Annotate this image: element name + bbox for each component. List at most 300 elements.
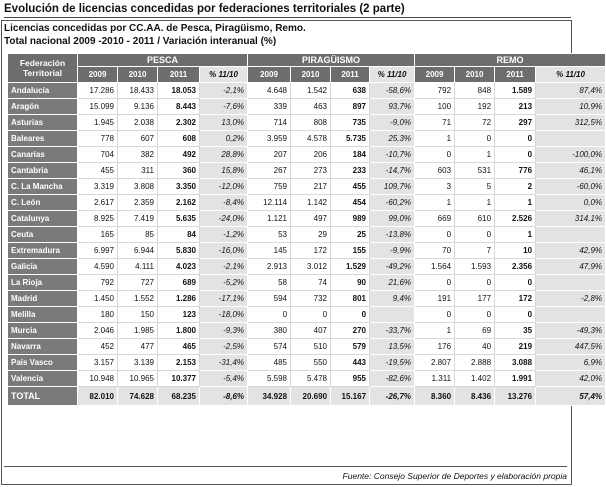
piraguismo-value-cell: 638 xyxy=(331,83,370,99)
remo-value-cell: 1 xyxy=(495,195,536,211)
piraguismo-pct-cell xyxy=(370,307,415,323)
pesca-value-cell: 360 xyxy=(158,163,200,179)
piraguismo-value-cell: 455 xyxy=(331,179,370,195)
source-note: Fuente: Consejo Superior de Deportes y elaboración propia xyxy=(342,471,567,481)
pesca-pct-cell: -5,2% xyxy=(200,275,248,291)
remo-value-cell: 192 xyxy=(455,99,495,115)
remo-pct-cell: -60,0% xyxy=(536,179,606,195)
region-cell: Baleares xyxy=(8,131,78,147)
pesca-value-cell: 2.617 xyxy=(78,195,118,211)
remo-pct-cell: 0,0% xyxy=(536,195,606,211)
piraguismo-pct-cell: -33,7% xyxy=(370,323,415,339)
source-divider xyxy=(4,466,567,467)
remo-value-cell: 3 xyxy=(415,179,455,195)
piraguismo-value-cell: 0 xyxy=(248,307,291,323)
piraguismo-pct-cell: 9,4% xyxy=(370,291,415,307)
pesca-value-cell: 82.010 xyxy=(78,387,118,406)
region-cell: Galicia xyxy=(8,259,78,275)
piraguismo-value-cell: 3.012 xyxy=(291,259,331,275)
remo-value-cell: 0 xyxy=(415,147,455,163)
remo-value-cell: 1.311 xyxy=(415,371,455,387)
pesca-pct-cell: -2,5% xyxy=(200,339,248,355)
pesca-pct-cell: -18,0% xyxy=(200,307,248,323)
piraguismo-value-cell: 12.114 xyxy=(248,195,291,211)
subtitle-line-2: Total nacional 2009 -2010 - 2011 / Variación interanual (%) xyxy=(4,36,277,47)
remo-value-cell: 1 xyxy=(415,131,455,147)
table-row xyxy=(8,163,606,179)
piraguismo-value-cell: 206 xyxy=(291,147,331,163)
remo-value-cell: 213 xyxy=(495,99,536,115)
remo-pct-cell: 6,9% xyxy=(536,355,606,371)
remo-pct-cell xyxy=(536,275,606,291)
pesca-pct-cell: 13,0% xyxy=(200,115,248,131)
remo-value-cell: 2.526 xyxy=(495,211,536,227)
remo-value-cell: 297 xyxy=(495,115,536,131)
pesca-value-cell: 477 xyxy=(118,339,158,355)
table-body xyxy=(8,83,606,406)
piraguismo-value-cell: 233 xyxy=(331,163,370,179)
remo-value-cell: 69 xyxy=(455,323,495,339)
table-row xyxy=(8,195,606,211)
piraguismo-value-cell: 58 xyxy=(248,275,291,291)
year-header: 2010 xyxy=(291,67,331,83)
remo-value-cell: 776 xyxy=(495,163,536,179)
pesca-pct-cell: -2,1% xyxy=(200,259,248,275)
pesca-value-cell: 165 xyxy=(78,227,118,243)
remo-value-cell: 2.807 xyxy=(415,355,455,371)
region-cell: Cantabria xyxy=(8,163,78,179)
year-header: 2011 xyxy=(495,67,536,83)
region-cell: Navarra xyxy=(8,339,78,355)
pesca-value-cell: 68.235 xyxy=(158,387,200,406)
pesca-value-cell: 2.359 xyxy=(118,195,158,211)
pesca-value-cell: 792 xyxy=(78,275,118,291)
remo-pct-cell: 87,4% xyxy=(536,83,606,99)
pesca-pct-cell: -31,4% xyxy=(200,355,248,371)
corner-label-2: Territorial xyxy=(22,68,63,78)
pesca-value-cell: 2.038 xyxy=(118,115,158,131)
remo-value-cell: 1.991 xyxy=(495,371,536,387)
table-row xyxy=(8,259,606,275)
remo-pct-cell: 314,1% xyxy=(536,211,606,227)
remo-value-cell: 176 xyxy=(415,339,455,355)
remo-value-cell: 1 xyxy=(415,323,455,339)
total-row xyxy=(8,387,606,406)
remo-value-cell: 8.436 xyxy=(455,387,495,406)
piraguismo-value-cell: 90 xyxy=(331,275,370,291)
pesca-value-cell: 85 xyxy=(118,227,158,243)
piraguismo-pct-cell: 99,0% xyxy=(370,211,415,227)
piraguismo-value-cell: 463 xyxy=(291,99,331,115)
piraguismo-value-cell: 801 xyxy=(331,291,370,307)
region-cell: Madrid xyxy=(8,291,78,307)
remo-value-cell: 0 xyxy=(415,275,455,291)
piraguismo-value-cell: 217 xyxy=(291,179,331,195)
table-row xyxy=(8,115,606,131)
remo-pct-cell: -100,0% xyxy=(536,147,606,163)
region-cell: Asturias xyxy=(8,115,78,131)
corner-label-1: Federación xyxy=(19,58,66,68)
region-cell: Canarias xyxy=(8,147,78,163)
year-header: 2009 xyxy=(78,67,118,83)
table-row xyxy=(8,371,606,387)
pesca-value-cell: 704 xyxy=(78,147,118,163)
pesca-pct-cell: -16,0% xyxy=(200,243,248,259)
pesca-value-cell: 1.450 xyxy=(78,291,118,307)
remo-value-cell: 2.888 xyxy=(455,355,495,371)
pesca-pct-cell: -17,1% xyxy=(200,291,248,307)
region-cell: Andalucía xyxy=(8,83,78,99)
piraguismo-value-cell: 74 xyxy=(291,275,331,291)
remo-pct-cell: 447,5% xyxy=(536,339,606,355)
pesca-value-cell: 9.136 xyxy=(118,99,158,115)
pesca-value-cell: 3.139 xyxy=(118,355,158,371)
table-row xyxy=(8,323,606,339)
pesca-value-cell: 5.830 xyxy=(158,243,200,259)
pesca-value-cell: 10.377 xyxy=(158,371,200,387)
piraguismo-pct-cell: 25,3% xyxy=(370,131,415,147)
pesca-value-cell: 778 xyxy=(78,131,118,147)
piraguismo-value-cell: 989 xyxy=(331,211,370,227)
piraguismo-value-cell: 29 xyxy=(291,227,331,243)
piraguismo-value-cell: 510 xyxy=(291,339,331,355)
remo-pct-cell: 312,5% xyxy=(536,115,606,131)
region-cell: Extremadura xyxy=(8,243,78,259)
table-row xyxy=(8,339,606,355)
table-row xyxy=(8,211,606,227)
piraguismo-value-cell: 207 xyxy=(248,147,291,163)
region-cell: Aragón xyxy=(8,99,78,115)
pesca-pct-cell: -5,4% xyxy=(200,371,248,387)
remo-value-cell: 40 xyxy=(455,339,495,355)
pesca-value-cell: 2.162 xyxy=(158,195,200,211)
region-cell: Melilla xyxy=(8,307,78,323)
pesca-value-cell: 607 xyxy=(118,131,158,147)
pesca-value-cell: 7.419 xyxy=(118,211,158,227)
group-header-remo: REMO xyxy=(415,54,606,67)
piraguismo-pct-cell: 93,7% xyxy=(370,99,415,115)
piraguismo-value-cell: 339 xyxy=(248,99,291,115)
remo-value-cell: 3.088 xyxy=(495,355,536,371)
region-cell: Valencia xyxy=(8,371,78,387)
pesca-value-cell: 452 xyxy=(78,339,118,355)
piraguismo-value-cell: 759 xyxy=(248,179,291,195)
pesca-value-cell: 4.590 xyxy=(78,259,118,275)
piraguismo-pct-cell: -19,5% xyxy=(370,355,415,371)
remo-value-cell: 1.402 xyxy=(455,371,495,387)
remo-value-cell: 0 xyxy=(495,147,536,163)
piraguismo-value-cell: 1.529 xyxy=(331,259,370,275)
pesca-value-cell: 2.046 xyxy=(78,323,118,339)
pesca-value-cell: 4.023 xyxy=(158,259,200,275)
piraguismo-value-cell: 955 xyxy=(331,371,370,387)
year-header: 2011 xyxy=(158,67,200,83)
pesca-value-cell: 74.628 xyxy=(118,387,158,406)
remo-value-cell: 0 xyxy=(455,307,495,323)
piraguismo-pct-cell: 109,7% xyxy=(370,179,415,195)
remo-value-cell: 8.360 xyxy=(415,387,455,406)
piraguismo-pct-cell: -13,8% xyxy=(370,227,415,243)
remo-value-cell: 610 xyxy=(455,211,495,227)
remo-value-cell: 0 xyxy=(415,227,455,243)
piraguismo-value-cell: 407 xyxy=(291,323,331,339)
table-row xyxy=(8,99,606,115)
remo-value-cell: 531 xyxy=(455,163,495,179)
remo-value-cell: 100 xyxy=(415,99,455,115)
remo-pct-cell: 57,4% xyxy=(536,387,606,406)
piraguismo-pct-cell: -26,7% xyxy=(370,387,415,406)
region-cell: País Vasco xyxy=(8,355,78,371)
remo-value-cell: 0 xyxy=(495,131,536,147)
pesca-value-cell: 10.948 xyxy=(78,371,118,387)
piraguismo-value-cell: 2.913 xyxy=(248,259,291,275)
subtitle-line-1: Licencias concedidas por CC.AA. de Pesca, Piragüismo, Remo. xyxy=(4,23,306,34)
pesca-value-cell: 17.286 xyxy=(78,83,118,99)
piraguismo-value-cell: 735 xyxy=(331,115,370,131)
region-cell: C. La Mancha xyxy=(8,179,78,195)
remo-value-cell: 2.356 xyxy=(495,259,536,275)
remo-value-cell: 0 xyxy=(415,307,455,323)
piraguismo-value-cell: 4.648 xyxy=(248,83,291,99)
pesca-value-cell: 311 xyxy=(118,163,158,179)
piraguismo-pct-cell: -9,9% xyxy=(370,243,415,259)
pesca-value-cell: 382 xyxy=(118,147,158,163)
piraguismo-value-cell: 5.598 xyxy=(248,371,291,387)
pesca-value-cell: 1.985 xyxy=(118,323,158,339)
piraguismo-value-cell: 454 xyxy=(331,195,370,211)
piraguismo-pct-cell: 13,5% xyxy=(370,339,415,355)
remo-pct-cell: 47,9% xyxy=(536,259,606,275)
year-header: 2010 xyxy=(455,67,495,83)
piraguismo-value-cell: 550 xyxy=(291,355,331,371)
pesca-value-cell: 180 xyxy=(78,307,118,323)
piraguismo-pct-cell: -58,6% xyxy=(370,83,415,99)
pesca-value-cell: 465 xyxy=(158,339,200,355)
region-cell: C. León xyxy=(8,195,78,211)
remo-value-cell: 219 xyxy=(495,339,536,355)
piraguismo-pct-cell: 21,6% xyxy=(370,275,415,291)
remo-value-cell: 792 xyxy=(415,83,455,99)
pesca-value-cell: 6.944 xyxy=(118,243,158,259)
pesca-pct-cell: -8,4% xyxy=(200,195,248,211)
pesca-value-cell: 3.808 xyxy=(118,179,158,195)
table-row xyxy=(8,243,606,259)
remo-value-cell: 70 xyxy=(415,243,455,259)
table-row xyxy=(8,275,606,291)
pesca-value-cell: 4.111 xyxy=(118,259,158,275)
pesca-value-cell: 2.302 xyxy=(158,115,200,131)
remo-value-cell: 1 xyxy=(455,195,495,211)
remo-value-cell: 10 xyxy=(495,243,536,259)
piraguismo-value-cell: 273 xyxy=(291,163,331,179)
corner-header xyxy=(8,54,78,83)
piraguismo-pct-cell: -49,2% xyxy=(370,259,415,275)
year-header: 2011 xyxy=(331,67,370,83)
pesca-value-cell: 689 xyxy=(158,275,200,291)
pesca-pct-cell: -12,0% xyxy=(200,179,248,195)
table-row xyxy=(8,291,606,307)
piraguismo-value-cell: 3.959 xyxy=(248,131,291,147)
piraguismo-value-cell: 267 xyxy=(248,163,291,179)
piraguismo-value-cell: 380 xyxy=(248,323,291,339)
pesca-value-cell: 1.552 xyxy=(118,291,158,307)
piraguismo-value-cell: 0 xyxy=(331,307,370,323)
remo-pct-cell: 10,9% xyxy=(536,99,606,115)
piraguismo-value-cell: 808 xyxy=(291,115,331,131)
remo-value-cell: 0 xyxy=(495,275,536,291)
pct-header: % 11/10 xyxy=(536,67,606,83)
piraguismo-pct-cell: -82,6% xyxy=(370,371,415,387)
table-row xyxy=(8,355,606,371)
piraguismo-value-cell: 25 xyxy=(331,227,370,243)
pesca-value-cell: 6.997 xyxy=(78,243,118,259)
remo-value-cell: 177 xyxy=(455,291,495,307)
pesca-value-cell: 1.800 xyxy=(158,323,200,339)
table-row xyxy=(8,227,606,243)
remo-value-cell: 669 xyxy=(415,211,455,227)
table-row xyxy=(8,147,606,163)
region-cell: Ceuta xyxy=(8,227,78,243)
piraguismo-value-cell: 53 xyxy=(248,227,291,243)
page-title: Evolución de licencias concedidas por federaciones territoriales (2 parte) xyxy=(4,3,571,18)
pesca-value-cell: 608 xyxy=(158,131,200,147)
year-header: 2009 xyxy=(415,67,455,83)
pesca-value-cell: 1.945 xyxy=(78,115,118,131)
piraguismo-value-cell: 714 xyxy=(248,115,291,131)
table-row xyxy=(8,131,606,147)
table-row xyxy=(8,83,606,99)
piraguismo-value-cell: 485 xyxy=(248,355,291,371)
piraguismo-value-cell: 34.928 xyxy=(248,387,291,406)
table-row xyxy=(8,307,606,323)
pesca-pct-cell: -24,0% xyxy=(200,211,248,227)
region-cell: La Rioja xyxy=(8,275,78,291)
group-header-piraguismo: PIRAGÜISMO xyxy=(248,54,415,67)
pesca-pct-cell: -7,6% xyxy=(200,99,248,115)
remo-value-cell: 1 xyxy=(495,227,536,243)
piraguismo-pct-cell: -60,2% xyxy=(370,195,415,211)
remo-value-cell: 1 xyxy=(415,195,455,211)
pesca-value-cell: 3.157 xyxy=(78,355,118,371)
remo-pct-cell xyxy=(536,227,606,243)
pesca-value-cell: 8.925 xyxy=(78,211,118,227)
piraguismo-value-cell: 270 xyxy=(331,323,370,339)
pesca-value-cell: 18.053 xyxy=(158,83,200,99)
remo-pct-cell xyxy=(536,307,606,323)
pesca-value-cell: 10.965 xyxy=(118,371,158,387)
piraguismo-value-cell: 443 xyxy=(331,355,370,371)
piraguismo-value-cell: 15.167 xyxy=(331,387,370,406)
piraguismo-value-cell: 155 xyxy=(331,243,370,259)
table-row xyxy=(8,179,606,195)
pesca-value-cell: 84 xyxy=(158,227,200,243)
region-cell: Catalunya xyxy=(8,211,78,227)
pesca-value-cell: 150 xyxy=(118,307,158,323)
pesca-value-cell: 3.350 xyxy=(158,179,200,195)
remo-value-cell: 603 xyxy=(415,163,455,179)
pesca-value-cell: 15.099 xyxy=(78,99,118,115)
piraguismo-value-cell: 172 xyxy=(291,243,331,259)
remo-value-cell: 191 xyxy=(415,291,455,307)
pct-header: % 11/10 xyxy=(200,67,248,83)
remo-value-cell: 35 xyxy=(495,323,536,339)
pesca-pct-cell: 0,2% xyxy=(200,131,248,147)
remo-value-cell: 1.589 xyxy=(495,83,536,99)
pesca-value-cell: 8.443 xyxy=(158,99,200,115)
pesca-pct-cell: -9,3% xyxy=(200,323,248,339)
remo-value-cell: 0 xyxy=(455,275,495,291)
remo-value-cell: 172 xyxy=(495,291,536,307)
pesca-pct-cell: 28,8% xyxy=(200,147,248,163)
piraguismo-value-cell: 4.578 xyxy=(291,131,331,147)
remo-value-cell: 72 xyxy=(455,115,495,131)
remo-value-cell: 71 xyxy=(415,115,455,131)
pesca-value-cell: 492 xyxy=(158,147,200,163)
remo-value-cell: 1 xyxy=(455,147,495,163)
remo-value-cell: 0 xyxy=(455,227,495,243)
piraguismo-value-cell: 732 xyxy=(291,291,331,307)
remo-value-cell: 1.593 xyxy=(455,259,495,275)
pesca-pct-cell: -8,6% xyxy=(200,387,248,406)
piraguismo-value-cell: 20.690 xyxy=(291,387,331,406)
piraguismo-pct-cell: -10,7% xyxy=(370,147,415,163)
region-cell: TOTAL xyxy=(8,387,78,406)
remo-pct-cell xyxy=(536,131,606,147)
piraguismo-value-cell: 579 xyxy=(331,339,370,355)
pesca-value-cell: 2.153 xyxy=(158,355,200,371)
licences-table xyxy=(7,53,606,406)
region-cell: Murcia xyxy=(8,323,78,339)
piraguismo-value-cell: 184 xyxy=(331,147,370,163)
piraguismo-value-cell: 1.542 xyxy=(291,83,331,99)
piraguismo-value-cell: 497 xyxy=(291,211,331,227)
pesca-value-cell: 5.635 xyxy=(158,211,200,227)
remo-value-cell: 0 xyxy=(455,131,495,147)
pesca-value-cell: 3.319 xyxy=(78,179,118,195)
piraguismo-value-cell: 897 xyxy=(331,99,370,115)
remo-pct-cell: 46,1% xyxy=(536,163,606,179)
remo-value-cell: 1.564 xyxy=(415,259,455,275)
remo-value-cell: 2 xyxy=(495,179,536,195)
piraguismo-value-cell: 145 xyxy=(248,243,291,259)
pesca-value-cell: 18.433 xyxy=(118,83,158,99)
piraguismo-pct-cell: -14,7% xyxy=(370,163,415,179)
pesca-value-cell: 727 xyxy=(118,275,158,291)
remo-pct-cell: -2,8% xyxy=(536,291,606,307)
piraguismo-value-cell: 5.735 xyxy=(331,131,370,147)
year-header: 2009 xyxy=(248,67,291,83)
year-header: 2010 xyxy=(118,67,158,83)
remo-value-cell: 848 xyxy=(455,83,495,99)
piraguismo-value-cell: 594 xyxy=(248,291,291,307)
remo-pct-cell: -49,3% xyxy=(536,323,606,339)
piraguismo-value-cell: 0 xyxy=(291,307,331,323)
remo-value-cell: 7 xyxy=(455,243,495,259)
remo-value-cell: 0 xyxy=(495,307,536,323)
piraguismo-pct-cell: -9,0% xyxy=(370,115,415,131)
pesca-pct-cell: 15,8% xyxy=(200,163,248,179)
pesca-pct-cell: -2,1% xyxy=(200,83,248,99)
pct-header: % 11/10 xyxy=(370,67,415,83)
pesca-value-cell: 1.286 xyxy=(158,291,200,307)
remo-pct-cell: 42,9% xyxy=(536,243,606,259)
remo-value-cell: 13.276 xyxy=(495,387,536,406)
pesca-value-cell: 455 xyxy=(78,163,118,179)
piraguismo-value-cell: 574 xyxy=(248,339,291,355)
pesca-pct-cell: -1,2% xyxy=(200,227,248,243)
piraguismo-value-cell: 1.142 xyxy=(291,195,331,211)
piraguismo-value-cell: 1.121 xyxy=(248,211,291,227)
